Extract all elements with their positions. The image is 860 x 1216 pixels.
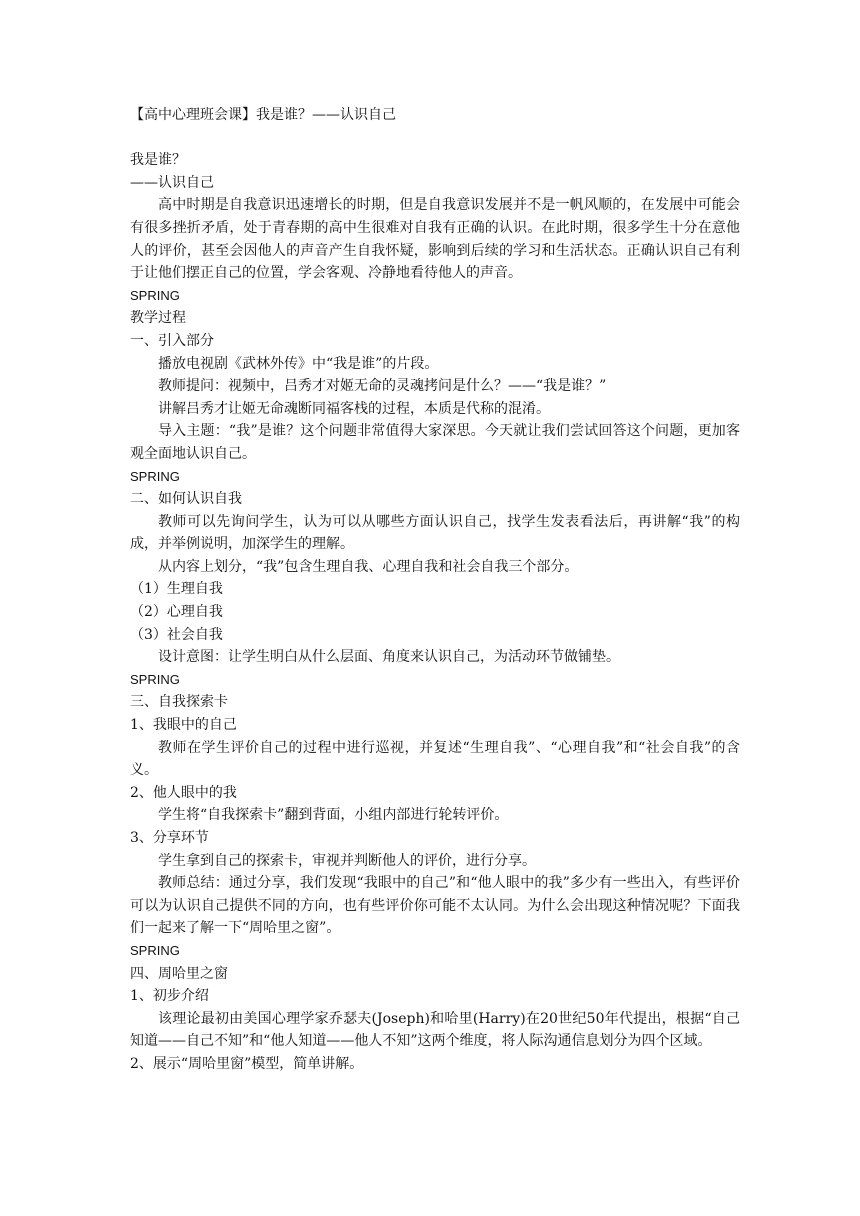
subsection-heading: 2、他人眼中的我	[130, 784, 237, 801]
section-1-title: 一、引入部分	[130, 332, 214, 349]
paragraph: 讲解吕秀才让姬无命魂断同福客栈的过程，本质是代称的混淆。	[158, 400, 550, 417]
list-item: （1）生理自我	[130, 581, 223, 598]
paragraph: 教师总结：通过分享，我们发现“我眼中的自己”和“他人眼中的我”多少有一些出入，有些评价可以为认识自己提供不同的方向，也有些评价你可能不太认同。为什么会出现这种情况呢？下面我们一起来了解一下“周哈里之窗”。	[130, 875, 740, 937]
spring-divider: SPRING	[130, 942, 180, 958]
heading: 我是谁？	[130, 152, 186, 169]
document-title: 【高中心理班会课】我是谁？——认识自己	[130, 107, 396, 123]
spring-divider: SPRING	[130, 671, 180, 687]
subsection-heading: 3、分享环节	[130, 830, 209, 846]
paragraph: 教师可以先询问学生，认为可以从哪些方面认识自己，找学生发表看法后，再讲解“我”的构成，并举例说明，加深学生的理解。	[130, 513, 740, 553]
section-3-title: 三、自我探索卡	[130, 694, 228, 711]
intro-paragraph: 高中时期是自我意识迅速增长的时期，但是自我意识发展并不是一帆风顺的，在发展中可能会有很多挫折矛盾，处于青春期的高中生很难对自我有正确的认识。在此时期，很多学生十分在意他人的评价，甚至会因他人的声音产生自我怀疑，影响到后续的学习和生活状态。正确认识自己有利于让他们摆正自己的位置，学会客观、冷静地看待他人的声音。	[130, 197, 740, 282]
section-label-process: 教学过程	[130, 310, 186, 327]
section-4-title: 四、周哈里之窗	[130, 965, 228, 982]
subheading: ——认识自己	[130, 174, 214, 191]
paragraph: 教师提问：视频中，吕秀才对姬无命的灵魂拷问是什么？——“我是谁？”	[158, 378, 607, 395]
paragraph: 播放电视剧《武林外传》中“我是谁”的片段。	[158, 355, 439, 372]
document-page	[130, 104, 740, 1076]
subsection-heading: 1、我眼中的自己	[130, 717, 237, 734]
paragraph: 学生将“自我探索卡”翻到背面，小组内部进行轮转评价。	[158, 807, 509, 824]
subsection-heading: 1、初步介绍	[130, 988, 209, 1005]
list-item: （2）心理自我	[130, 604, 223, 621]
paragraph: 该理论最初由美国心理学家乔瑟夫(Joseph)和哈里(Harry)在20世纪50年代提出，根据“自己知道——自己不知”和“他人知道——他人不知”这两个维度，将人际沟通信息划分为四个区域。	[130, 1010, 740, 1050]
list-item: （3）社会自我	[130, 626, 223, 643]
paragraph: 学生拿到自己的探索卡，审视并判断他人的评价，进行分享。	[158, 852, 536, 869]
section-2-title: 二、如何认识自我	[130, 491, 242, 508]
paragraph: 导入主题：“我”是谁？这个问题非常值得大家深思。今天就让我们尝试回答这个问题，更加客观全面地认识自己。	[130, 423, 740, 462]
subsection-heading: 2、展示“周哈里窗”模型，简单讲解。	[130, 1055, 364, 1072]
paragraph: 教师在学生评价自己的过程中进行巡视，并复述“生理自我”、“心理自我”和“社会自我”的含义。	[130, 739, 740, 779]
spring-divider: SPRING	[130, 287, 180, 303]
paragraph: 从内容上划分，“我”包含生理自我、心理自我和社会自我三个部分。	[158, 558, 579, 575]
paragraph: 设计意图：让学生明白从什么层面、角度来认识自己，为活动环节做铺垫。	[158, 649, 620, 666]
spring-divider: SPRING	[130, 468, 180, 484]
